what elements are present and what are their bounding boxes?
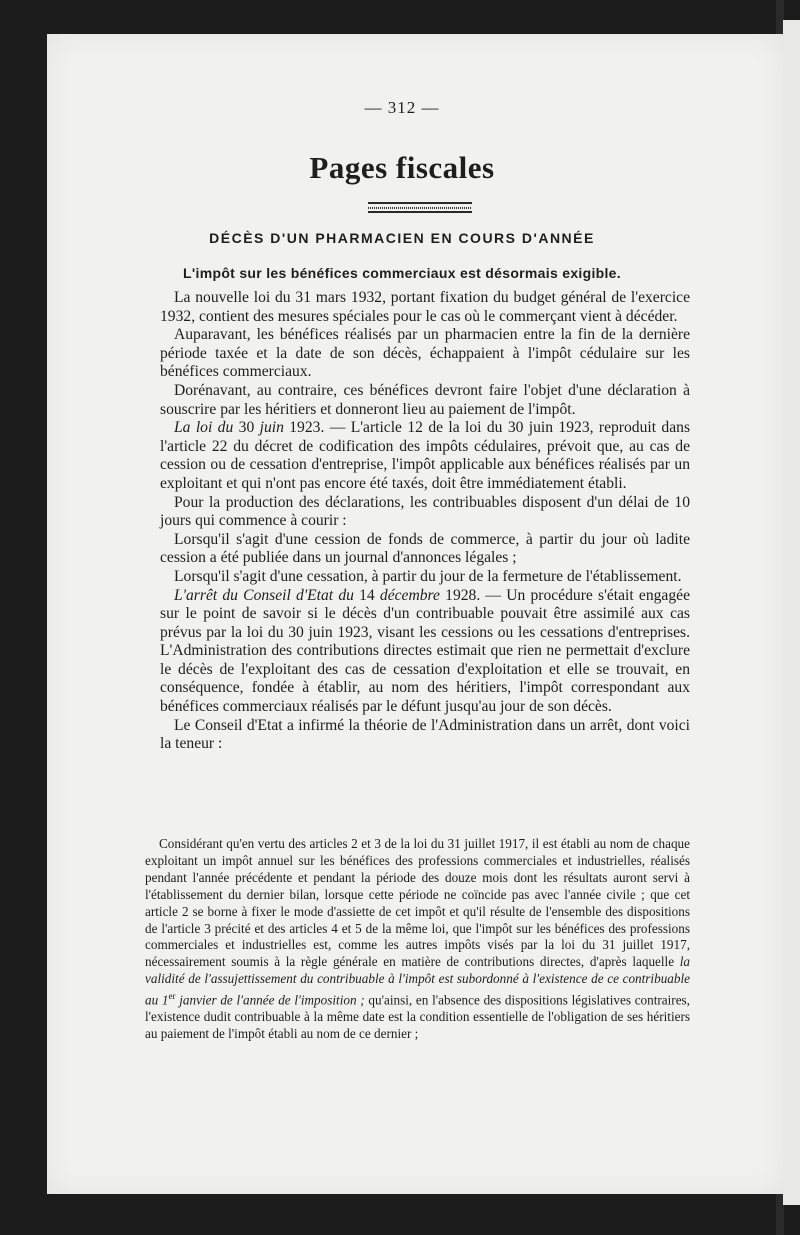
italic-text: janvier de l'année de l'imposition ; <box>175 992 365 1008</box>
section-subheading: L'impôt sur les bénéfices commerciaux est désormais exigible. <box>183 265 621 281</box>
text: 14 <box>353 586 380 604</box>
italic-text: juin <box>259 419 284 437</box>
italic-text: la validité de l'assujettissement du contribuable à l'impôt est subordonné à l'existence de ce contribuable au <box>145 954 690 1008</box>
paragraph: Pour la production des déclarations, les contribuables disposent d'un délai de 10 jours qui commence à courir : <box>160 493 690 530</box>
paragraph <box>160 587 690 717</box>
article-body <box>160 289 690 754</box>
court-decision-quote <box>145 836 690 1043</box>
page-number: — 312 — <box>364 98 440 117</box>
ordinal-suffix: er <box>168 991 176 1002</box>
paragraph <box>160 419 690 493</box>
quote-paragraph <box>145 836 690 1043</box>
text: 1923. — L'article 12 de la loi du 30 juin 1923, reproduit dans l'article 22 du décret de codification des impôts cédulaires, prévoit que, au cas de cession ou de cessation d'entreprise, l'impôt applicable aux bénéfices réalisés par un exploitant et qui n'ont pas encore été taxés, doit être immédiatement établi. <box>160 419 691 492</box>
section-heading: DÉCÈS D'UN PHARMACIEN EN COURS D'ANNÉE <box>209 230 595 246</box>
text: 1928. — Un procédure s'était engagée sur le point de savoir si le décès d'un contribuable pouvait être assimilé aux cas prévus par la loi du 30 juin 1923, visant les cessions ou les cessations d'entreprises. L'Administration des contributions directes estimait que rien ne permettait d'exclure le décès de l'exploitant des cas de cessation d'exploitation et elle se trouvait, en conséquence, fondée à établir, au nom des héritiers, l'impôt correspondant aux bénéfices commerciaux réalisés par le défunt jusqu'au jour de son décès. <box>160 586 690 716</box>
paragraph: Dorénavant, au contraire, ces bénéfices devront faire l'objet d'une déclaration à souscrire par les héritiers et donneront lieu au paiement de l'impôt. <box>160 381 690 418</box>
paragraph: Lorsqu'il s'agit d'une cessation, à partir du jour de la fermeture de l'établissement. <box>174 567 682 585</box>
italic-text: La loi du <box>174 419 234 437</box>
paragraph: La nouvelle loi du 31 mars 1932, portant fixation du budget général de l'exercice 1932, contient des mesures spéciales pour le cas où le commerçant vient à décéder. <box>160 289 690 325</box>
paragraph: Lorsqu'il s'agit d'une cession de fonds de commerce, à partir du jour où ladite cession a été publiée dans un journal d'annonces légales ; <box>160 530 690 567</box>
page-edge <box>783 20 800 1205</box>
text: Considérant qu'en vertu des articles 2 et 3 de la loi du 31 juillet 1917, il est établi au nom de chaque exploitant un impôt annuel sur les bénéfices des professions commerciales et industrielles, réalisés pendant l'année précédente et pendant la période des douze mois dont les résultats auront servi à l'établissement du dernier bilan, lorsque cette période ne coïncide pas avec l'année civile ; que cet article 2 se borne à fixer le mode d'assiette de cet impôt et qu'il résulte de l'ensemble des dispositions de l'article 3 précité et des articles 4 et 5 de la même loi, que l'impôt sur les bénéfices des professions commerciales et industrielles est, comme les autres impôts visés par la loi du 31 juillet 1917, nécessairement soumis à la règle générale en matière de contributions directes, d'après laquelle <box>145 836 690 970</box>
page-title: Pages fiscales <box>309 150 495 185</box>
text: 30 <box>233 419 260 437</box>
paragraph: Auparavant, les bénéfices réalisés par un pharmacien entre la fin de la dernière période taxée et la date de son décès, échappaient à l'impôt cédulaire sur les bénéfices commerciaux. <box>160 326 690 381</box>
paragraph: Le Conseil d'Etat a infirmé la théorie de l'Administration dans un arrêt, dont voici la teneur : <box>160 716 690 753</box>
text: 1 <box>158 992 169 1008</box>
text: qu'ainsi, en l'absence des dispositions législatives contraires, l'existence dudit contribuable à la même date est la condition essentielle de l'obligation de ses héritiers au paiement de l'impôt établi au nom de ce dernier ; <box>145 992 690 1042</box>
title-divider <box>368 202 472 213</box>
italic-text: décembre <box>379 586 440 604</box>
italic-text: L'arrêt du Conseil d'Etat du <box>174 586 354 604</box>
